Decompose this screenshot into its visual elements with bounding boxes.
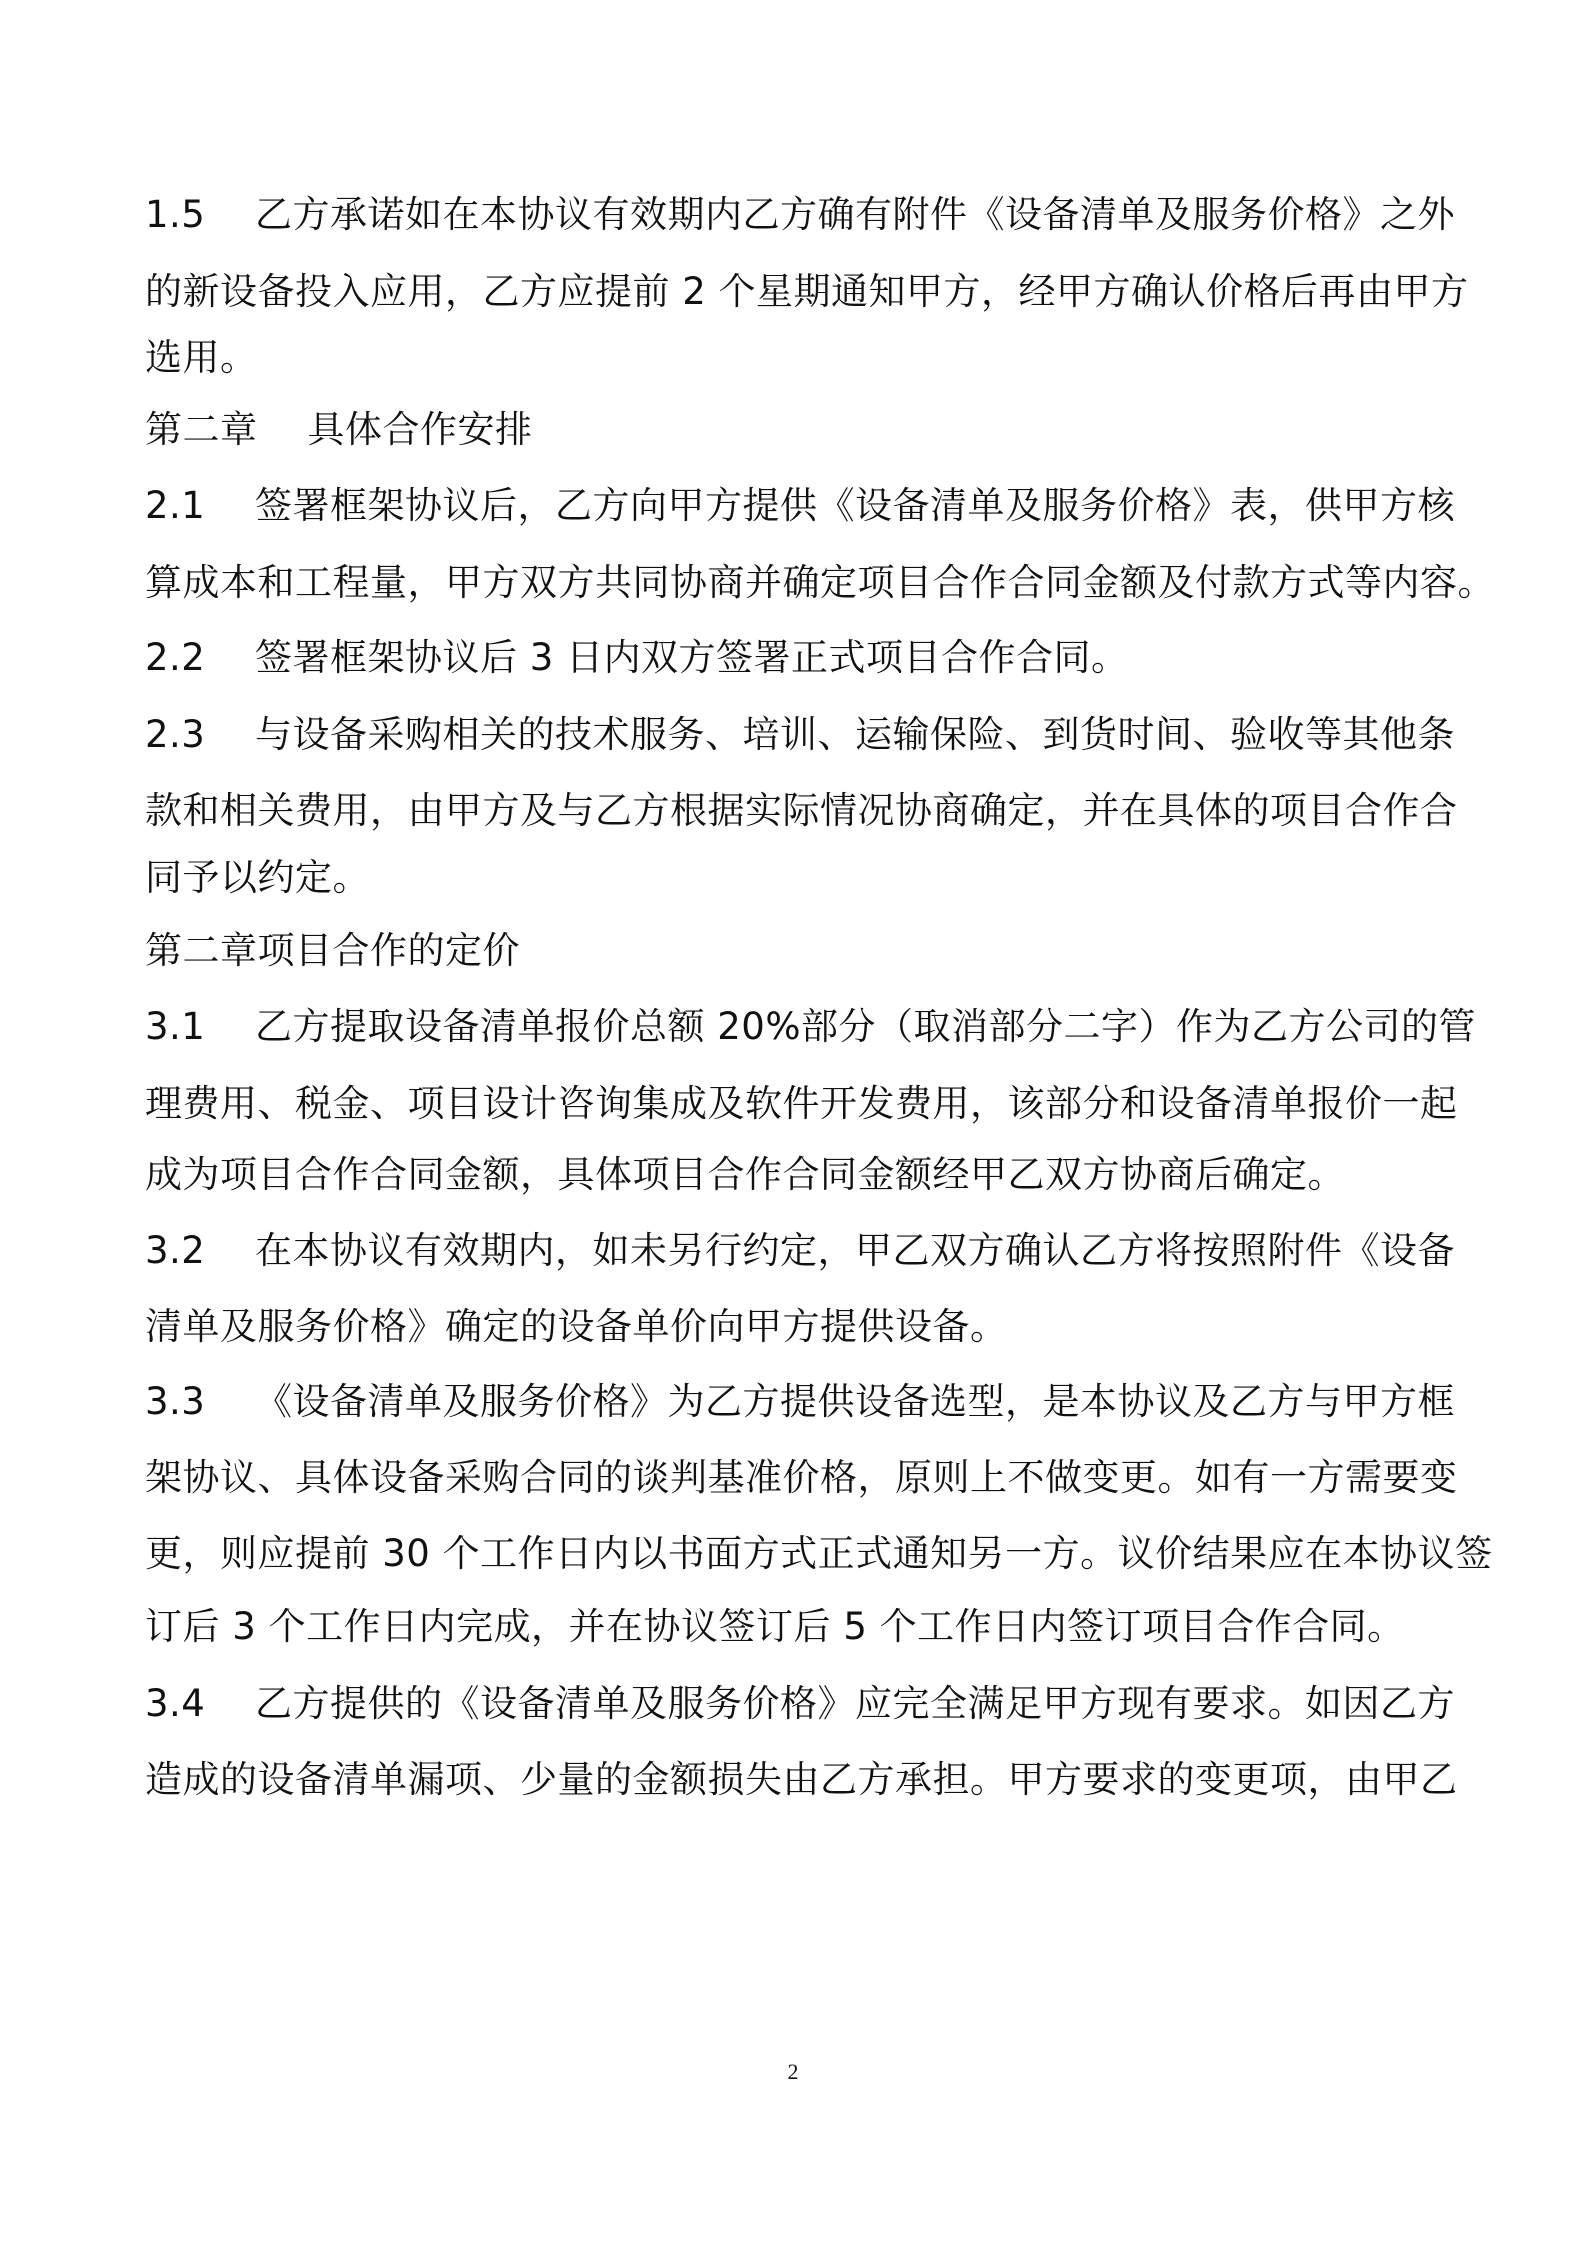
clause-number: 3.1 xyxy=(145,1005,206,1048)
line-text: 选用。 xyxy=(145,336,258,379)
line-text: 订后 3 个工作日内完成，并在协议签订后 5 个工作日内签订项目合作合同。 xyxy=(145,1605,1405,1648)
line-text: 与设备采购相关的技术服务、培训、运输保险、到货时间、验收等其他条 xyxy=(255,713,1455,756)
text-line xyxy=(145,482,1455,530)
line-text: 造成的设备清单漏项、少量的金额损失由乙方承担。甲方要求的变更项，由甲乙 xyxy=(145,1758,1458,1801)
text-line xyxy=(145,1303,1008,1351)
text-line xyxy=(145,268,1469,316)
line-text: 清单及服务价格》确定的设备单价向甲方提供设备。 xyxy=(145,1305,1008,1348)
clause-number: 3.4 xyxy=(145,1682,206,1725)
line-text: 乙方提取设备清单报价总额 20%部分（取消部分二字）作为乙方公司的管 xyxy=(255,1005,1476,1048)
text-line xyxy=(145,1151,1345,1199)
text-line xyxy=(145,854,370,902)
line-text: 第二章项目合作的定价 xyxy=(145,929,520,972)
chapter-label: 第二章 xyxy=(145,408,258,451)
text-line xyxy=(145,711,1455,759)
clause-number: 2.3 xyxy=(145,713,206,756)
line-text: 签署框架协议后，乙方向甲方提供《设备清单及服务价格》表，供甲方核 xyxy=(255,484,1455,527)
clause-number: 1.5 xyxy=(145,193,206,236)
clause-number: 3.2 xyxy=(145,1229,206,1272)
line-text: 更，则应提前 30 个工作日内以书面方式正式通知另一方。议价结果应在本协议签 xyxy=(145,1532,1493,1575)
line-text: 同予以约定。 xyxy=(145,856,370,899)
line-text: 理费用、税金、项目设计咨询集成及软件开发费用，该部分和设备清单报价一起 xyxy=(145,1082,1458,1125)
line-text: 签署框架协议后 3 日内双方签署正式项目合作合同。 xyxy=(255,636,1129,679)
text-line xyxy=(145,1227,1455,1275)
clause-number: 3.3 xyxy=(145,1380,206,1423)
clause-number: 2.2 xyxy=(145,636,206,679)
text-line xyxy=(145,1454,1458,1502)
line-text: 《设备清单及服务价格》为乙方提供设备选型，是本协议及乙方与甲方框 xyxy=(255,1380,1455,1423)
line-text: 成为项目合作合同金额，具体项目合作合同金额经甲乙双方协商后确定。 xyxy=(145,1153,1345,1196)
text-line xyxy=(145,1530,1493,1578)
text-line xyxy=(145,1603,1405,1651)
text-line xyxy=(145,1080,1458,1128)
page-number: 2 xyxy=(787,2059,799,2084)
text-line xyxy=(145,334,258,382)
text-line xyxy=(145,927,520,975)
text-line xyxy=(145,1003,1476,1051)
text-line xyxy=(145,634,1129,682)
line-text: 乙方提供的《设备清单及服务价格》应完全满足甲方现有要求。如因乙方 xyxy=(255,1682,1455,1725)
line-text: 的新设备投入应用，乙方应提前 2 个星期通知甲方，经甲方确认价格后再由甲方 xyxy=(145,270,1469,313)
line-text: 乙方承诺如在本协议有效期内乙方确有附件《设备清单及服务价格》之外 xyxy=(255,193,1455,236)
line-text: 具体合作安排 xyxy=(307,408,533,451)
line-text: 在本协议有效期内，如未另行约定，甲乙双方确认乙方将按照附件《设备 xyxy=(255,1229,1455,1272)
text-line xyxy=(145,1680,1455,1728)
text-line xyxy=(145,406,533,454)
text-line xyxy=(145,559,1495,607)
line-text: 架协议、具体设备采购合同的谈判基准价格，原则上不做变更。如有一方需要变 xyxy=(145,1456,1458,1499)
text-line xyxy=(145,787,1458,835)
text-line xyxy=(145,1756,1458,1804)
text-line xyxy=(145,191,1455,239)
text-line xyxy=(145,1378,1455,1426)
clause-number: 2.1 xyxy=(145,484,206,527)
line-text: 款和相关费用，由甲方及与乙方根据实际情况协商确定，并在具体的项目合作合 xyxy=(145,789,1458,832)
line-text: 算成本和工程量，甲方双方共同协商并确定项目合作合同金额及付款方式等内容。 xyxy=(145,561,1495,604)
